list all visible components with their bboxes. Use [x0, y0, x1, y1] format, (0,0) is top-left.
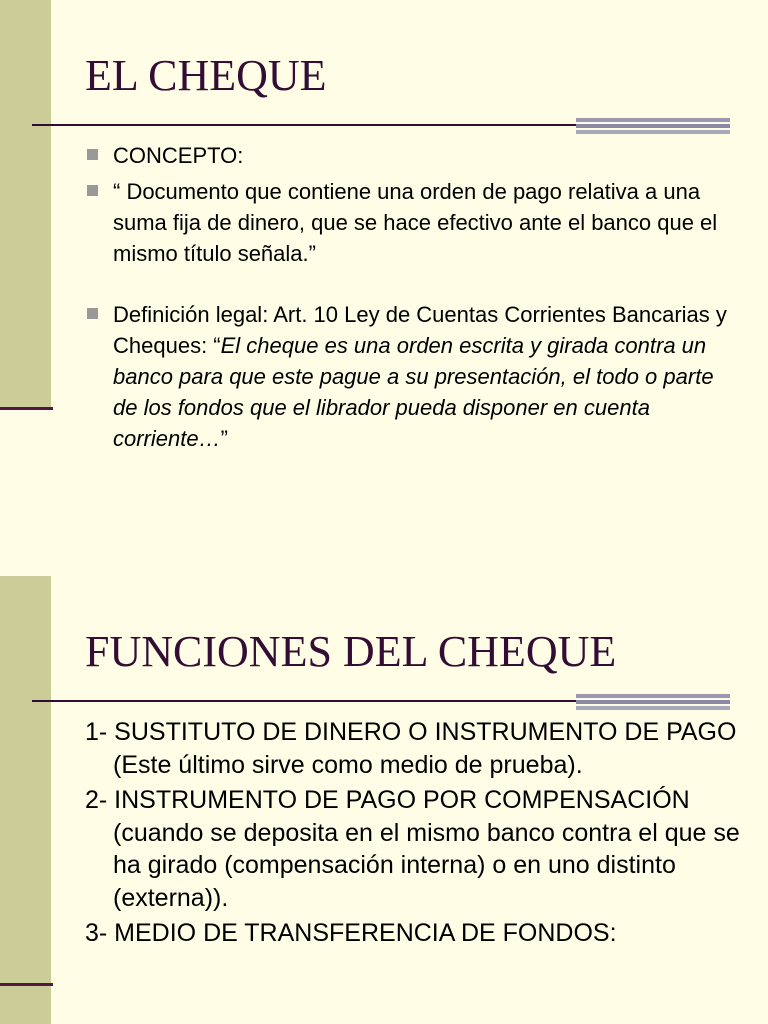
title-rule-accent: [576, 694, 730, 709]
square-bullet-icon: [87, 149, 98, 160]
definicion-quote: El cheque es una orden escrita y girada contra un banco para que este pague a su presentación, el todo o parte de los fondos que el librador pueda disponer en cuenta corriente…: [113, 333, 714, 451]
square-bullet-icon: [87, 185, 98, 196]
side-accent-bar: [0, 0, 51, 408]
bullet-list: [87, 140, 732, 459]
slide-title: FUNCIONES DEL CHEQUE: [85, 627, 617, 676]
bullet-text: CONCEPTO:: [113, 143, 244, 168]
function-item: 3- MEDIO DE TRANSFERENCIA DE FONDOS:: [85, 919, 617, 947]
definicion-suffix: ”: [220, 426, 228, 451]
bullet-text: “ Documento que contiene una orden de pago relativa a una suma fija de dinero, que se hace efectivo ante el banco que el mismo título señala.”: [113, 179, 718, 266]
slide-funciones-del-cheque: [0, 576, 768, 1024]
definicion-prefix: Definición legal: Art. 10 Ley de Cuentas Corrientes Bancarias y Cheques: “: [113, 302, 727, 358]
bullet-concepto: [87, 140, 732, 171]
bullet-definicion-legal: [87, 299, 732, 454]
title-rule-accent: [576, 118, 730, 133]
square-bullet-icon: [87, 308, 98, 319]
side-accent-underline: [0, 983, 53, 986]
side-accent-bar: [0, 576, 51, 1024]
side-accent-underline: [0, 407, 53, 410]
functions-list: [85, 716, 745, 953]
function-item: 1- SUSTITUTO DE DINERO O INSTRUMENTO DE PAGO (Este último sirve como medio de prueba).: [85, 718, 737, 779]
slide-title: EL CHEQUE: [85, 51, 327, 100]
bullet-documento: [87, 176, 732, 269]
function-item: 2- INSTRUMENTO DE PAGO POR COMPENSACIÓN (cuando se deposita en el mismo banco contra el que se ha girado (compensación interna) o en uno distinto (externa)).: [85, 786, 740, 912]
